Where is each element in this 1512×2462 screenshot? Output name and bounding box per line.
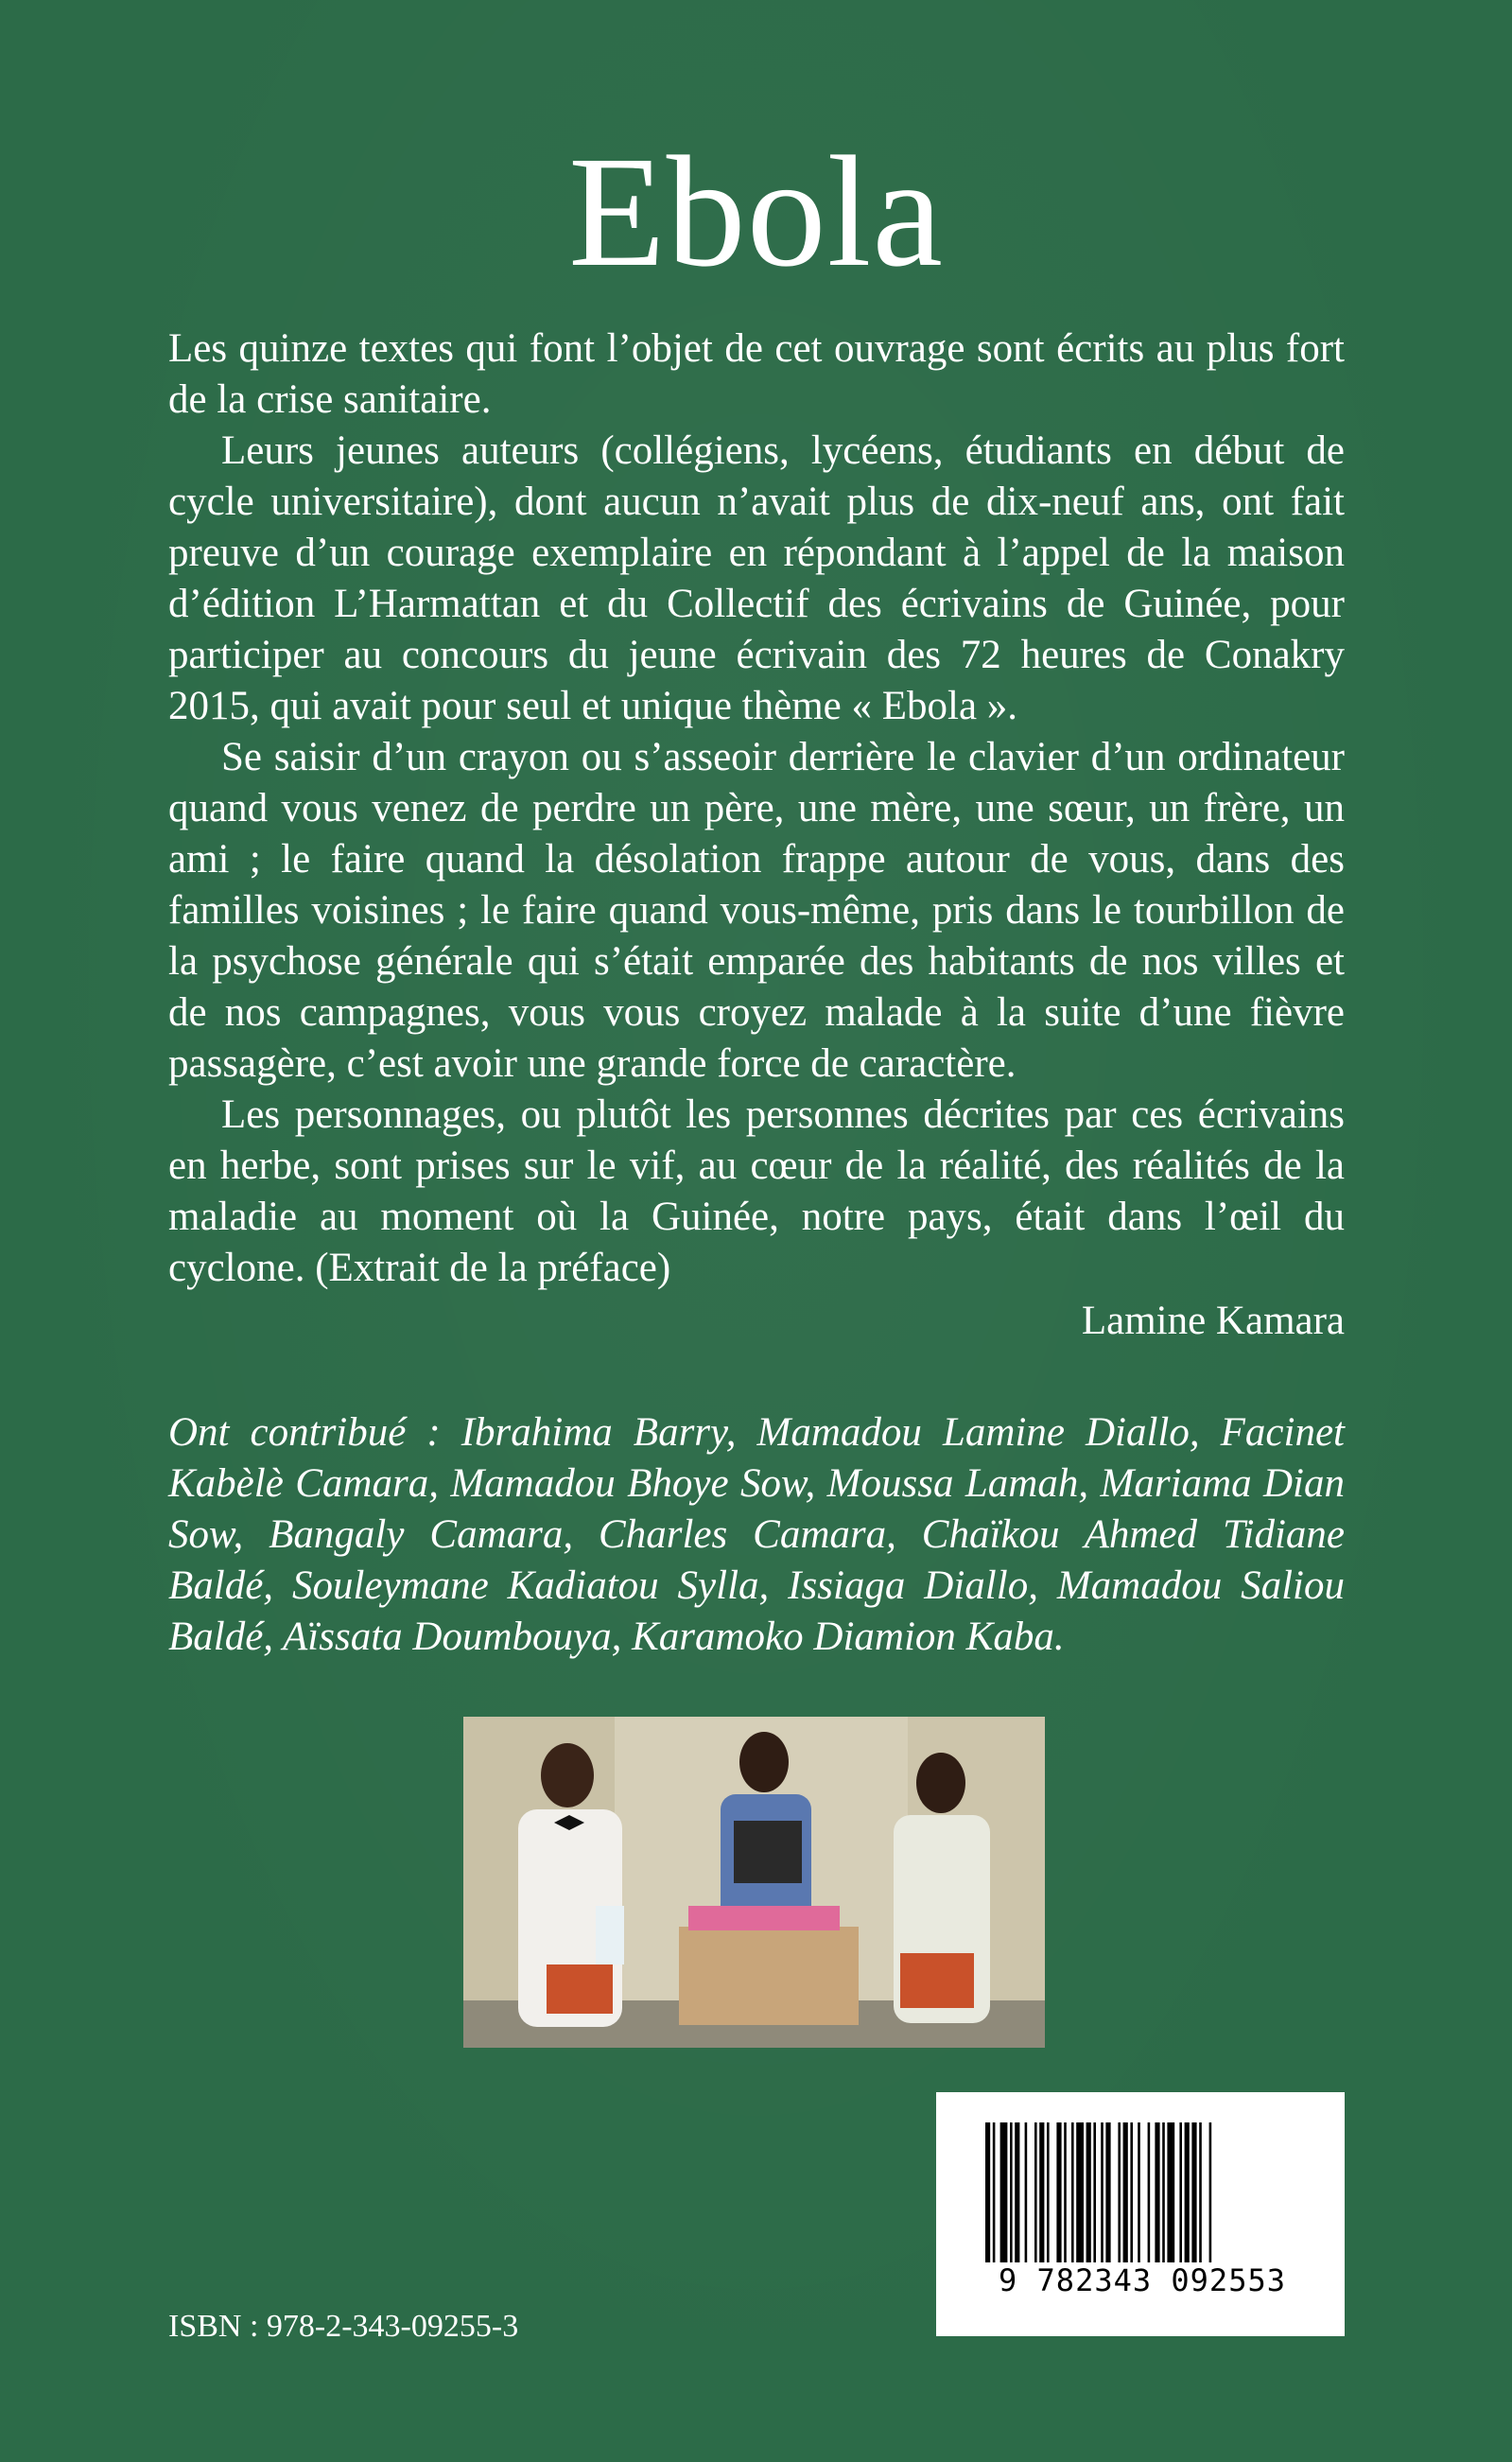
barcode-bar <box>1130 2122 1133 2262</box>
barcode-bar <box>1076 2122 1084 2262</box>
barcode-bar <box>1118 2122 1121 2262</box>
barcode-bar <box>1015 2122 1019 2262</box>
author-photo <box>463 1717 1045 2048</box>
book-title: Ebola <box>568 124 944 300</box>
barcode-bar <box>1056 2122 1061 2262</box>
barcode-bar <box>1155 2122 1159 2262</box>
barcode-bar <box>1000 2122 1008 2262</box>
barcode-bars <box>936 2092 1345 2336</box>
barcode-bar <box>1105 2122 1110 2262</box>
blurb-paragraph: Les personnages, ou plutôt les personnes décrites par ces écrivains en herbe, sont prises sur le vif, au cœur de la réalité, des réalités de la maladie au moment où la Guinée, notre pays, était dans l’œil du cyclone. (Extrait de la préface) <box>168 1092 1345 1290</box>
barcode-bar <box>1101 2122 1104 2262</box>
barcode-bar <box>1191 2122 1196 2262</box>
barcode-bar <box>1010 2122 1013 2262</box>
barcode-bar <box>993 2122 996 2262</box>
barcode-bar <box>1185 2122 1190 2262</box>
barcode-bar <box>1148 2122 1151 2262</box>
barcode-digits: 9 782343 092553 <box>999 2262 1286 2298</box>
barcode-bar <box>1086 2122 1091 2262</box>
barcode-bar <box>1071 2122 1074 2262</box>
blurb <box>168 323 1345 1347</box>
photo-illustration <box>463 1717 1045 2048</box>
blurb-paragraph: Les quinze textes qui font l’objet de cet ouvrage sont écrits au plus fort de la crise sanitaire. <box>168 326 1345 422</box>
blurb-paragraph: Leurs jeunes auteurs (collégiens, lycéens, étudiants en début de cycle universitaire), dont aucun n’avait plus de dix-neuf ans, ont fait preuve d’un courage exemplaire en répondant à l’appel de la maison d’édition L’Harmattan et du Collectif des écrivains de Guinée, pour participer au concours du jeune écrivain des 72 heures de Conakry 2015, qui avait pour seul et unique thème « Ebola ». <box>168 428 1345 728</box>
barcode <box>936 2092 1345 2336</box>
barcode-bar <box>1047 2122 1050 2262</box>
barcode-bar <box>1167 2122 1174 2262</box>
barcode-bar <box>1034 2122 1037 2262</box>
barcode-bar <box>1179 2122 1182 2262</box>
barcode-bar <box>1138 2122 1140 2262</box>
barcode-bar <box>1162 2122 1165 2262</box>
barcode-bar <box>1199 2122 1202 2262</box>
barcode-bar <box>985 2122 990 2262</box>
barcode-bar <box>1209 2122 1212 2262</box>
barcode-bar <box>1025 2122 1028 2262</box>
barcode-bar <box>1123 2122 1128 2262</box>
barcode-bar <box>1064 2122 1067 2262</box>
blurb-paragraph: Se saisir d’un crayon ou s’asseoir derrière le clavier d’un ordinateur quand vous venez de perdre un père, une mère, une sœur, un frère, un ami ; le faire quand la désolation frappe autour de vous, dans des familles voisines ; le faire quand vous-même, pris dans le tourbillon de la psychose générale qui s’était emparée des habitants de nos villes et de nos campagnes, vous vous croyez malade à la suite d’une fièvre passagère, c’est avoir une grande force de caractère. <box>168 735 1345 1086</box>
barcode-bar <box>1039 2122 1044 2262</box>
isbn: ISBN : 978-2-343-09255-3 <box>168 2309 519 2344</box>
contributors-list: Ont contribué : Ibrahima Barry, Mamadou Lamine Diallo, Facinet Kabèlè Camara, Mamadou Bhoye Sow, Moussa Lamah, Mariama Dian Sow, Bangaly Camara, Charles Camara, Chaïkou Ahmed Tidiane Baldé, Souleymane Kadiatou Sylla, Issiaga Diallo, Mamadou Saliou Baldé, Aïssata Doumbouya, Karamoko Diamion Kaba. <box>168 1410 1345 1659</box>
preface-author: Lamine Kamara <box>1081 1299 1345 1343</box>
barcode-bar <box>1093 2122 1096 2262</box>
